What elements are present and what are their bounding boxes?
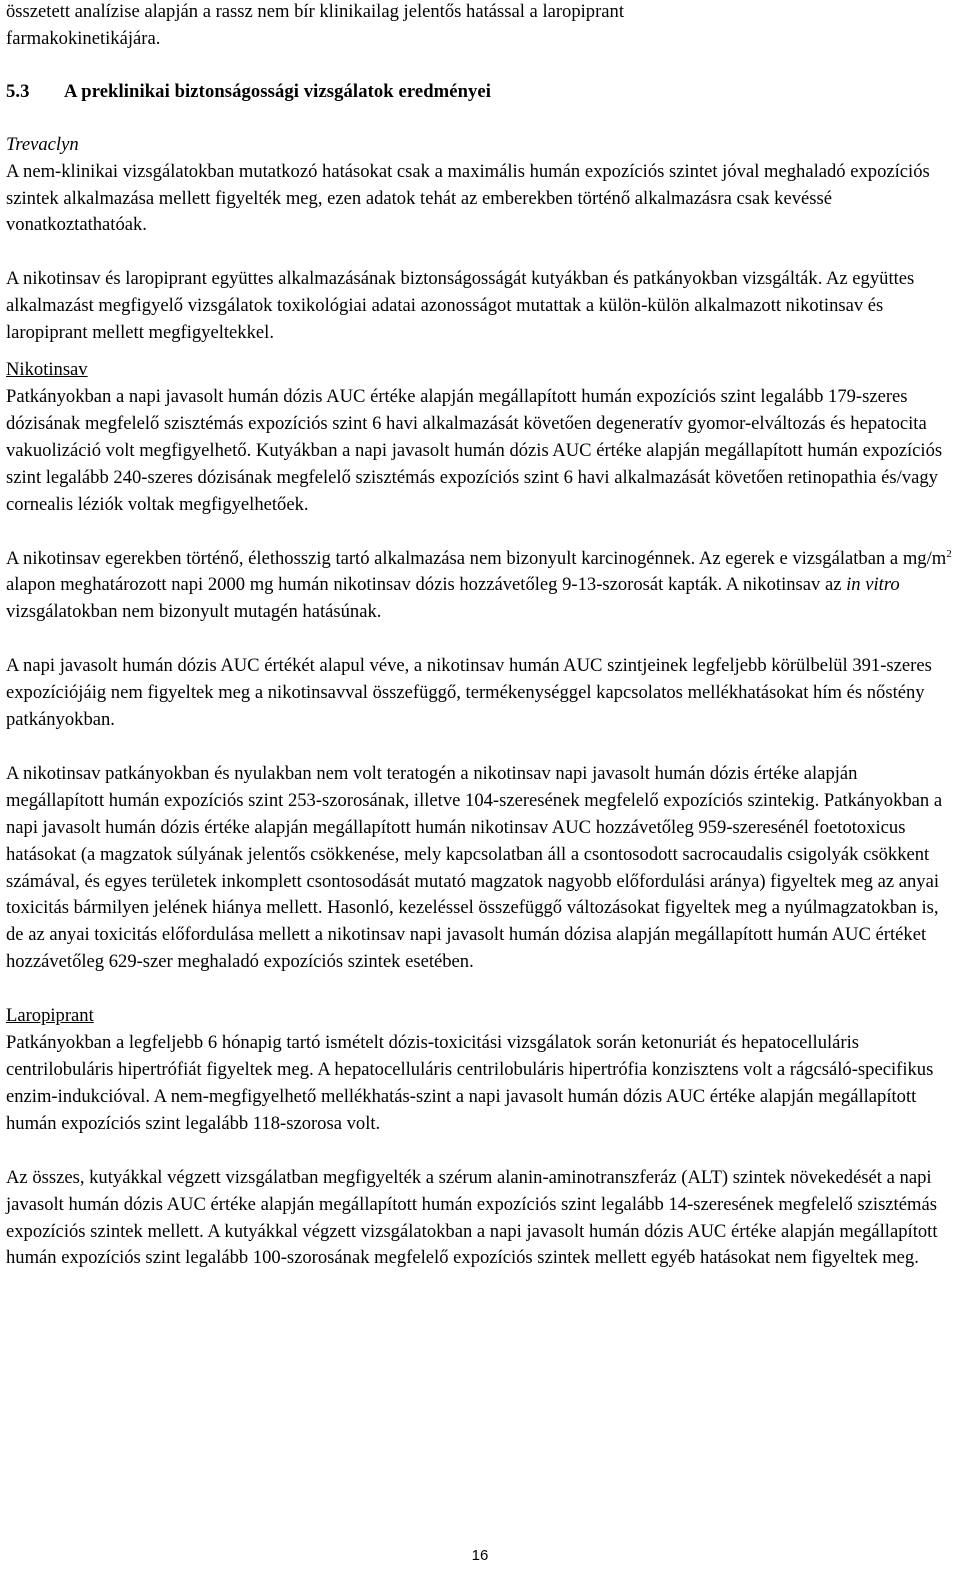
nikotinsav-paragraph-2 bbox=[6, 546, 956, 627]
section-title: A preklinikai biztonságossági vizsgálatok eredményei bbox=[64, 80, 492, 102]
nikotinsav-p2-part-a: A nikotinsav egerekben történő, élethosszig tartó alkalmazása nem bizonyult karcinogénnek. Az egerek e vizsgálatban a mg/m bbox=[6, 547, 947, 569]
intro-line-2: farmakokinetikájára. bbox=[6, 27, 161, 49]
nikotinsav-p2-part-b: alapon meghatározott napi 2000 mg humán nikotinsav dózis hozzávetőleg 9-13-szorosát kapták. A nikotinsav az bbox=[6, 574, 847, 596]
nikotinsav-paragraph-3: A napi javasolt humán dózis AUC értékét alapul véve, a nikotinsav humán AUC szintjeinek legfeljebb körülbelül 391-szeres expozíciójáig nem figyeltek meg a nikotinsavval összefüggő, termékenységgel kapcsolatos mellékhatásokat hím és nőstény patkányokban. bbox=[6, 655, 932, 731]
nikotinsav-paragraph-4: A nikotinsav patkányokban és nyulakban nem volt teratogén a nikotinsav napi javasolt humán dózis értéke alapján megállapított humán expozíciós szint 253-szorosának, illetve 104-szeresének megfelelő expozíciós szintekig. Patkányokban a napi javasolt humán dózis értéke alapján megállapított humán nikotinsav AUC hozzávetőleg 959-szeresénél foetotoxicus hatásokat (a magzatok súlyának jelentős csökkenése, mely kapcsolatban áll a csontosodott sacrocaudalis csigolyák csökkent számával, és egyes területek inkomplett csontosodását mutató magzatok nagyobb előfordulási aránya) figyeltek meg az anyai toxicitás bármilyen jelének hiánya mellett. Hasonló, kezeléssel összefüggő változásokat figyeltek meg a nyúlmagzatokban is, de az anyai toxicitás előfordulása mellett a nikotinsav napi javasolt humán dózisa alapján megállapított humán AUC értéket hozzávetőleg 629-szer meghaladó expozíciós szintek esetében. bbox=[6, 762, 943, 973]
nikotinsav-heading: Nikotinsav bbox=[6, 359, 88, 381]
in-vitro-term: in vitro bbox=[846, 574, 900, 596]
document-page bbox=[6, 0, 956, 1272]
laropiprant-heading: Laropiprant bbox=[6, 1005, 94, 1027]
section-heading bbox=[6, 79, 956, 106]
section-number: 5.3 bbox=[6, 80, 30, 102]
laropiprant-paragraph-2: Az összes, kutyákkal végzett vizsgálatban megfigyelték a szérum alanin-aminotranszferáz (ALT) szintek növekedését a napi javasolt humán dózis AUC értéke alapján megállapított humán expozíciós szint legalább 14-szeresének megfelelő szisztémás expozíciós szintek mellett. A kutyákkal végzett vizsgálatokban a napi javasolt humán dózis AUC értéke alapján megállapított humán expozíciós szint legalább 100-szorosának megfelelő expozíciós szintek mellett egyéb hatásokat nem figyeltek meg. bbox=[6, 1166, 938, 1269]
trevaclyn-paragraph-1: A nem-klinikai vizsgálatokban mutatkozó hatásokat csak a maximális humán expozíciós szintet jóval meghaladó expozíciós szintek alkalmazása mellett figyelték meg, ezen adatok tehát az emberekben történő alkalmazásra csak kevéssé vonatkoztathatóak. bbox=[6, 160, 930, 236]
nikotinsav-paragraph-1: Patkányokban a napi javasolt humán dózis AUC értéke alapján megállapított humán expozíciós szint legalább 179-szeres dózisának megfelelő szisztémás expozíciós szint 6 havi alkalmazását követően degeneratív gyomor-elváltozás és hepatocita vakuolizáció volt megfigyelhető. Kutyákban a napi javasolt humán dózis AUC értéke alapján megállapított humán expozíciós szint legalább 240-szeres dózisának megfelelő szisztémás expozíciós szint 6 havi alkalmazását követően retinopathia és/vagy cornealis léziók voltak megfigyelhetőek. bbox=[6, 385, 943, 515]
laropiprant-paragraph-1: Patkányokban a legfeljebb 6 hónapig tartó ismételt dózis-toxicitási vizsgálatok során ketonuriát és hepatocelluláris centrilobuláris hipertrófiát figyeltek meg. A hepatocelluláris centrilobuláris hipertrófia konzisztens volt a rágcsáló-specifikus enzim-indukcióval. A nem-megfigyelhető mellékhatás-szint a napi javasolt humán dózis AUC értéke alapján megállapított humán expozíciós szint legalább 118-szorosa volt. bbox=[6, 1032, 934, 1134]
nikotinsav-p2-part-c: vizsgálatokban nem bizonyult mutagén hatásúnak. bbox=[6, 601, 382, 623]
trevaclyn-paragraph-2: A nikotinsav és laropiprant együttes alkalmazásának biztonságosságát kutyákban és patkányokban vizsgálták. Az együttes alkalmazást megfigyelő vizsgálatok toxikológiai adatai azonosságot mutattak a külön-külön alkalmazott nikotinsav és laropiprant mellett megfigyeltekkel. bbox=[6, 268, 915, 344]
superscript-2: 2 bbox=[946, 547, 952, 560]
intro-paragraph bbox=[6, 0, 956, 53]
trevaclyn-heading: Trevaclyn bbox=[6, 133, 79, 155]
page-number: 16 bbox=[471, 1547, 489, 1564]
intro-line-1: összetett analízise alapján a rassz nem bír klinikailag jelentős hatással a laropiprant bbox=[6, 1, 625, 22]
